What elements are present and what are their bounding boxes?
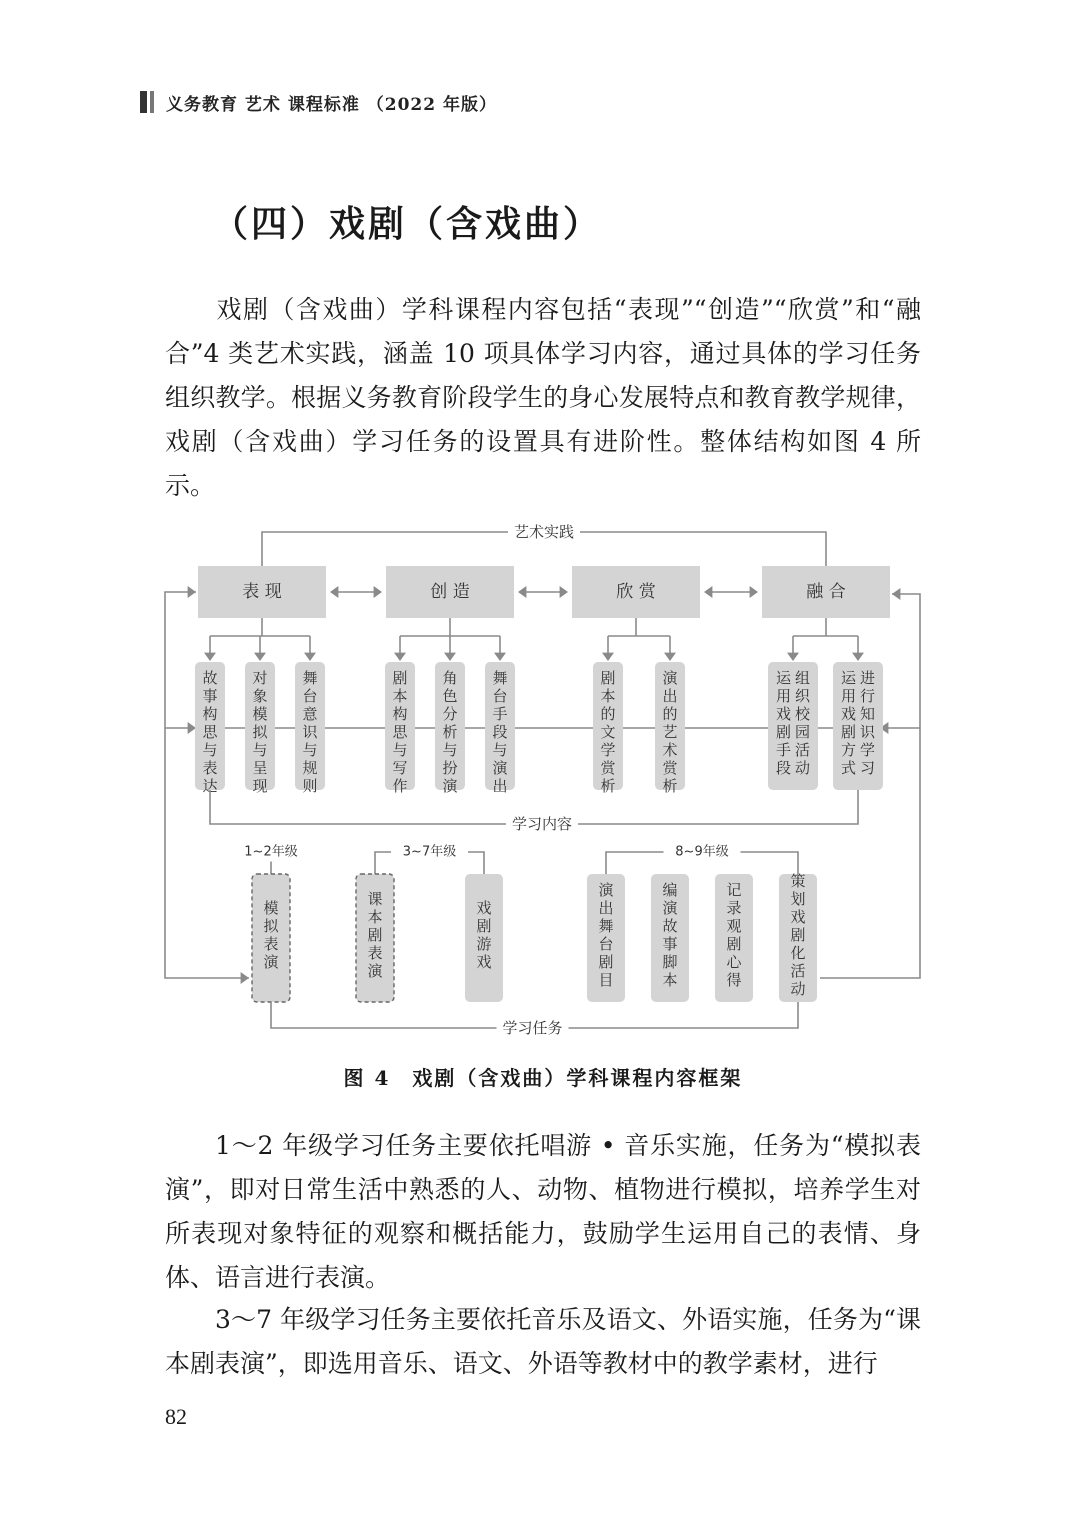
learning-content-label: 学习内容 bbox=[511, 815, 573, 833]
paragraph-grade-3-7-text: 3～7 年级学习任务主要依托音乐及语文、外语实施，任务为“课本剧表演”，即选用音乐、语文、外语等教材中的教学素材，进行 bbox=[165, 1305, 921, 1378]
task-label: 课本剧表演 bbox=[367, 890, 383, 980]
content-label: 舞台意识与规则 bbox=[302, 669, 318, 795]
content-label: 运用戏剧方式 bbox=[840, 669, 857, 777]
arrow-head-icon bbox=[602, 653, 614, 661]
practice-label: 创 造 bbox=[430, 582, 470, 602]
paragraph-grade-1-2-text: 1～2 年级学习任务主要依托唱游 • 音乐实施，任务为“模拟表演”，即对日常生活中熟悉的人、动物、植物进行模拟，培养学生对所表现对象特征的观察和概括能力，鼓励学生运用自己的表情、身体、语言进行表演。 bbox=[165, 1131, 921, 1292]
arrow-head-icon bbox=[330, 586, 338, 598]
task-label: 记录观剧心得 bbox=[726, 881, 742, 989]
arrow-head-icon bbox=[304, 653, 316, 661]
content-label: 组织校园活动 bbox=[794, 669, 811, 777]
header-bar-icon bbox=[140, 91, 147, 113]
content-label: 剧本的文学赏析 bbox=[600, 669, 616, 795]
curriculum-framework-diagram bbox=[150, 512, 940, 1052]
arrow-head-icon bbox=[560, 586, 568, 598]
paragraph-intro bbox=[165, 288, 921, 508]
arrow-head-icon bbox=[204, 653, 216, 661]
arrow-head-icon bbox=[892, 588, 900, 600]
header-bar-icon bbox=[150, 91, 154, 113]
arrow-head-icon bbox=[254, 653, 266, 661]
figure-caption: 图 4 戏剧（含戏曲）学科课程内容框架 bbox=[343, 1066, 743, 1090]
section-title: （四）戏剧（含戏曲） bbox=[212, 203, 603, 245]
art-practice-label: 艺术实践 bbox=[513, 523, 575, 541]
content-label: 角色分析与扮演 bbox=[442, 669, 458, 795]
paragraph-grade-1-2 bbox=[165, 1124, 921, 1300]
arrow-head-icon bbox=[394, 653, 406, 661]
arrow-head-icon bbox=[787, 653, 799, 661]
arrow-head-icon bbox=[188, 586, 196, 598]
arrow-head-icon bbox=[750, 586, 758, 598]
grade-label: 3~7年级 bbox=[402, 844, 457, 860]
arrow-head-icon bbox=[374, 586, 382, 598]
header-title: 义务教育 艺术 课程标准 （2022 年版） bbox=[166, 94, 497, 115]
task-label: 策划戏剧化活动 bbox=[790, 872, 806, 998]
content-label: 故事构思与表达 bbox=[202, 669, 218, 795]
task-label: 戏剧游戏 bbox=[476, 899, 492, 971]
content-label: 舞台手段与演出 bbox=[492, 669, 508, 795]
content-label: 进行知识学习 bbox=[859, 669, 876, 777]
paragraph-intro-text: 戏剧（含戏曲）学科课程内容包括“表现”“创造”“欣赏”和“融合”4 类艺术实践，涵盖 10 项具体学习内容，通过具体的学习任务组织教学。根据义务教育阶段学生的身心发展特点和教育教学规律，戏剧（含戏曲）学习任务的设置具有进阶性。整体结构如图 4 所示。 bbox=[165, 295, 921, 500]
content-label: 剧本构思与写作 bbox=[392, 669, 408, 795]
arrow-head-icon bbox=[444, 653, 456, 661]
practice-label: 表 现 bbox=[242, 582, 282, 602]
page-number: 82 bbox=[165, 1404, 187, 1429]
running-header bbox=[140, 88, 497, 116]
paragraph-grade-3-7 bbox=[165, 1298, 921, 1386]
task-label: 模拟表演 bbox=[263, 899, 279, 971]
arrow-head-icon bbox=[852, 653, 864, 661]
grade-label: 8~9年级 bbox=[675, 844, 729, 860]
practice-label: 欣 赏 bbox=[616, 582, 656, 602]
arrow-head-icon bbox=[704, 586, 712, 598]
content-label: 演出的艺术赏析 bbox=[662, 669, 678, 795]
practice-label: 融 合 bbox=[806, 582, 846, 602]
arrow-head-icon bbox=[664, 653, 676, 661]
grade-label: 1~2年级 bbox=[244, 844, 298, 860]
task-label: 演出舞台剧目 bbox=[598, 881, 614, 989]
arrow-head-icon bbox=[518, 586, 526, 598]
learning-tasks-label: 学习任务 bbox=[502, 1019, 563, 1037]
content-label: 运用戏剧手段 bbox=[775, 669, 792, 777]
task-label: 编演故事脚本 bbox=[662, 881, 678, 989]
arrow-head-icon bbox=[494, 653, 506, 661]
content-label: 对象模拟与呈现 bbox=[252, 669, 268, 795]
arrow-head-icon bbox=[241, 972, 249, 984]
